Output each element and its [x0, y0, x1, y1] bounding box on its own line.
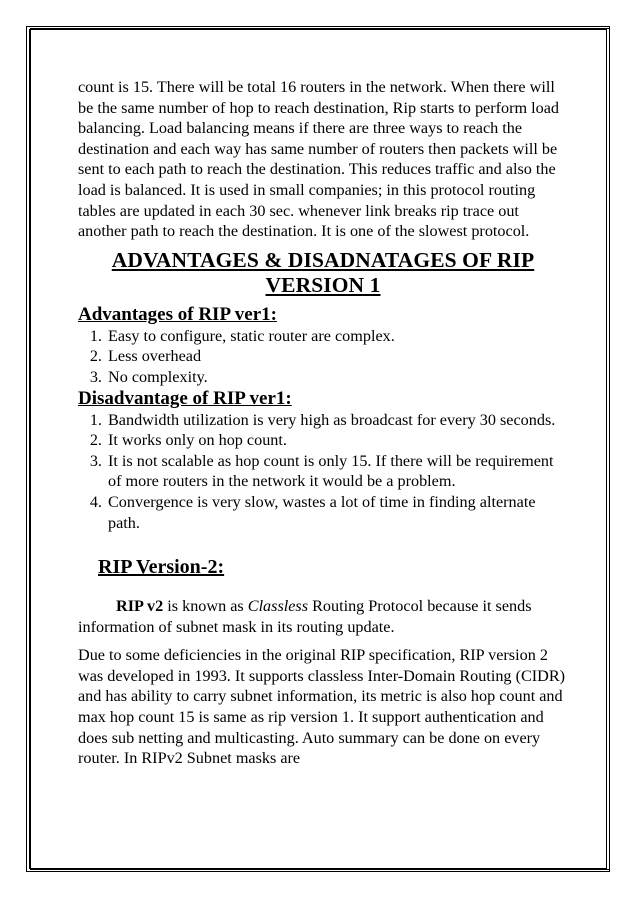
rip-v2-heading: RIP Version-2:: [98, 556, 225, 579]
rip-v2-paragraph-1: [78, 596, 568, 637]
main-heading-line1: ADVANTAGES & DISADNATAGES OF RIP: [111, 247, 535, 272]
list-item: 3. It is not scalable as hop count is only 15. If there will be requirement of more routers in the network it would be a problem.: [106, 451, 568, 492]
text-run: is known as: [163, 597, 248, 616]
list-item: 1. Bandwidth utilization is very high as broadcast for every 30 seconds.: [106, 410, 568, 431]
advantages-list: [78, 326, 568, 388]
main-heading-line2: VERSION 1: [265, 272, 381, 297]
classless-term: Classless: [247, 597, 309, 616]
list-item: 2. It works only on hop count.: [106, 430, 568, 451]
list-item: 2. Less overhead: [106, 346, 568, 367]
list-item: 1. Easy to configure, static router are complex.: [106, 326, 568, 347]
disadvantages-heading: Disadvantage of RIP ver1:: [78, 387, 292, 409]
document-body: [78, 77, 568, 769]
text-run: Routing Protocol because it sends information of subnet mask in its routing update.: [78, 597, 532, 636]
disadvantages-list: [78, 410, 568, 534]
list-item: 3. No complexity.: [106, 367, 568, 388]
rip-v2-paragraph-2: Due to some deficiencies in the original RIP specification, RIP version 2 was developed in 1993. It supports classless Inter-Domain Routing (CIDR) and has ability to carry subnet information, its metric is also hop count and max hop count 15 is same as rip version 1. It support authentication and does sub netting and multicasting. Auto summary can be done on every router. In RIPv2 Subnet masks are: [78, 646, 566, 768]
intro-paragraph: count is 15. There will be total 16 routers in the network. When there will be the same number of hop to reach destination, Rip starts to perform load balancing. Load balancing means if there are three ways to reach the destination and each way has same number of routers then packets will be sent to each path to reach the destination. This reduces traffic and also the load is balanced. It is used in small companies; in this protocol routing tables are updated in each 30 sec. whenever link breaks rip trace out another path to reach the destination. It is one of the slowest protocol.: [78, 78, 560, 241]
list-item: 4. Convergence is very slow, wastes a lot of time in finding alternate path.: [106, 492, 568, 533]
advantages-heading: Advantages of RIP ver1:: [78, 303, 277, 325]
main-heading: [78, 248, 568, 298]
rip-v2-term: RIP v2: [116, 597, 164, 616]
